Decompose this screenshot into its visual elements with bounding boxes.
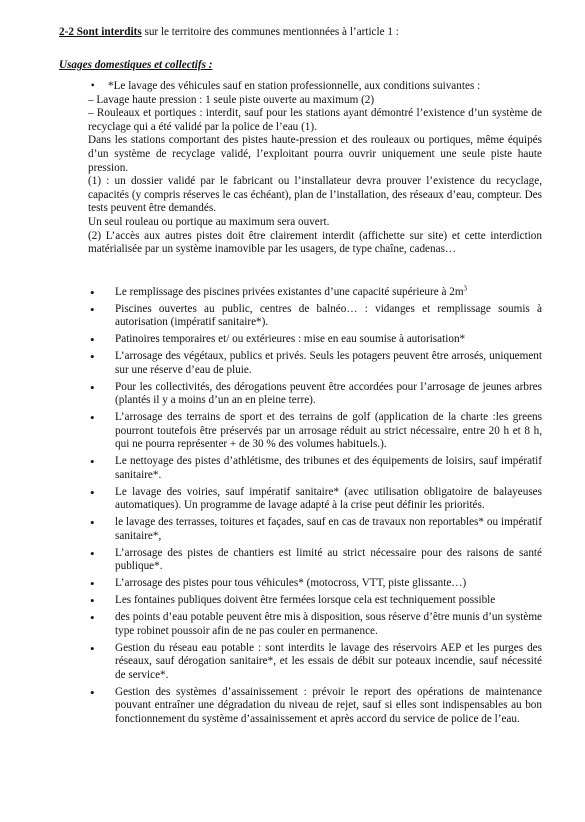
list-item: • des points d’eau potable peuvent être mis à disposition, sous réserve d’être munis d’un système type robinet poussoir afin de ne pas couler en permanence. bbox=[88, 611, 542, 638]
list-item bbox=[88, 286, 542, 300]
list-item: • L’arrosage des pistes de chantiers est limité au strict nécessaire pour des raisons de santé publique*. bbox=[88, 547, 542, 574]
list-item: • Le nettoyage des pistes d’athlétisme, des tribunes et des équipements de loisirs, sauf impératif sanitaire*. bbox=[88, 455, 542, 482]
superscript: 3 bbox=[463, 284, 468, 293]
section-heading bbox=[59, 26, 559, 40]
paragraph: (1) : un dossier validé par le fabricant ou l’installateur devra prouver l’existence du recyclage, capacités (y compris réserves le cas échéant), plan de l’installation, des réseaux d’eau, compteur. Des tests peuvent être demandés. bbox=[88, 175, 542, 215]
paragraph: Un seul rouleau ou portique au maximum sera ouvert. bbox=[88, 215, 330, 228]
vehicle-washing-item bbox=[88, 80, 542, 257]
list-item: • Le lavage des voiries, sauf impératif sanitaire* (avec utilisation obligatoire de balayeuses automatiques). Un programme de lavage adapté à la crise peut définir les priorités. bbox=[88, 486, 542, 513]
subheading: Usages domestiques et collectifs : bbox=[59, 59, 213, 71]
list-item: • Gestion du réseau eau potable : sont interdits le lavage des réservoirs AEP et les purges des réseaux, sauf dérogation sanitaire*, et les essais de débit sur poteaux incendie, sauf nécessité de service*. bbox=[88, 642, 542, 683]
list-item: • Pour les collectivités, des dérogations peuvent être accordées pour l’arrosage de jeunes arbres (plantés il y a moins d’un an en pleine terre). bbox=[88, 381, 542, 408]
restriction-list bbox=[88, 286, 542, 730]
list-item: • L’arrosage des pistes pour tous véhicules* (motocross, VTT, piste glissante…) bbox=[88, 577, 542, 591]
section-number: 2-2 Sont interdits bbox=[59, 26, 142, 38]
paragraph: (2) L’accès aux autres pistes doit être clairement interdit (affichette sur site) et cette interdiction matérialisée par un système inamovible par les usagers, de type chaîne, cadenas… bbox=[88, 229, 542, 256]
paragraph: – Lavage haute pression : 1 seule piste ouverte au maximum (2) bbox=[88, 93, 375, 106]
list-item: • Piscines ouvertes au public, centres de balnéo… : vidanges et remplissage soumis à autorisation (impératif sanitaire*). bbox=[88, 303, 542, 330]
vehicle-washing-lead bbox=[88, 80, 542, 94]
bullet-icon: • bbox=[88, 80, 95, 92]
list-item: • L’arrosage des terrains de sport et des terrains de golf (application de la charte :les greens pourront toutefois être préservés par un arrosage réduit au strict nécessaire, entre 20 h et 8 h, qui ne pourra représenter + de 30 % des volumes habituels.). bbox=[88, 411, 542, 452]
pool-item-text: Le remplissage des piscines privées existantes d’une capacité supérieure à 2m bbox=[115, 286, 464, 298]
vehicle-washing-lead-text: *Le lavage des véhicules sauf en station professionnelle, aux conditions suivantes : bbox=[108, 80, 481, 92]
paragraph: Dans les stations comportant des pistes haute-pression et des rouleaux ou portiques, même équipés d’un système de recyclage validé, l’exploitant pourra ouvrir uniquement une seule piste haute pression. bbox=[88, 134, 542, 174]
paragraph: – Rouleaux et portiques : interdit, sauf pour les stations ayant démontré l’existence d’un système de recyclage qui a été validé par la police de l’eau (1). bbox=[88, 107, 542, 133]
list-item: • Gestion des systèmes d’assainissement : prévoir le report des opérations de maintenance pouvant entraîner une dégradation du niveau de rejet, sauf si elles sont indispensables au bon fonctionnement du système d’assainissement et après accord du service de police de l’eau. bbox=[88, 686, 542, 727]
list-item: • Patinoires temporaires et/ ou extérieures : mise en eau soumise à autorisation* bbox=[88, 333, 542, 347]
list-item: • le lavage des terrasses, toitures et façades, sauf en cas de travaux non reportables* ou impératif sanitaire*, bbox=[88, 516, 542, 543]
list-item: • L’arrosage des végétaux, publics et privés. Seuls les potagers peuvent être arrosés, uniquement sur une réserve d’eau de pluie. bbox=[88, 350, 542, 377]
section-heading-text: sur le territoire des communes mentionnées à l’article 1 : bbox=[141, 26, 399, 38]
list-item: • Les fontaines publiques doivent être fermées lorsque cela est techniquement possible bbox=[88, 594, 542, 608]
